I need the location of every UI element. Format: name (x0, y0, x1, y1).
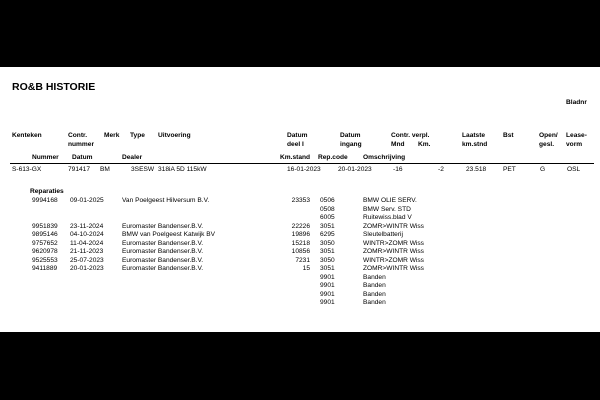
repair-code: 3050 (320, 256, 335, 264)
header-lease: Lease- (566, 132, 587, 139)
repair-dealer: Euromaster Bandenser.B.V. (122, 248, 204, 255)
repair-omschrijving: Banden (363, 282, 386, 289)
repair-code: 9901 (320, 273, 335, 281)
page-number-label: Bladnr (566, 99, 587, 106)
repair-omschrijving: Sleutelbatterij (363, 231, 403, 238)
repair-code: 3050 (320, 239, 335, 247)
repair-datum: 04-10-2024 (70, 231, 104, 238)
header-open: Open/ (539, 132, 558, 139)
repair-code: 3051 (320, 248, 335, 255)
header-contr-nummer: nummer (68, 141, 95, 148)
repair-code: 9901 (320, 290, 335, 298)
repair-omschrijving: BMW Serv. STD (363, 205, 411, 213)
repair-code: 9901 (320, 282, 335, 289)
repair-nummer: 9411889 (32, 265, 58, 272)
repair-dealer: Euromaster Bandenser.B.V. (122, 222, 204, 230)
vehicle-laatste-km: 23.518 (466, 166, 487, 173)
vehicle-bst: PET (503, 166, 516, 173)
repair-omschrijving: WINTR>ZOMR Wiss (363, 256, 424, 264)
header-km: Km. (418, 141, 431, 148)
header-ingang: ingang (340, 141, 362, 148)
header-kenteken: Kenteken (12, 132, 42, 139)
header-rep-code: Rep.code (318, 154, 348, 161)
vehicle-datum-ingang: 20-01-2023 (338, 166, 372, 173)
header-deel-i: deel I (287, 141, 304, 148)
repair-omschrijving: ZOMR>WINTR Wiss (363, 248, 424, 255)
vehicle-uitvoering: 318iA 5D 115kW (158, 166, 207, 173)
repair-datum: 20-01-2023 (70, 265, 104, 272)
repair-omschrijving: WINTR>ZOMR Wiss (363, 239, 424, 247)
repair-kmstand: 15218 (291, 239, 310, 247)
repair-kmstand: 7231 (295, 256, 310, 264)
header-vorm: vorm (566, 141, 583, 148)
vehicle-km: -2 (438, 166, 444, 173)
repair-nummer: 9757652 (32, 239, 58, 247)
repair-kmstand: 19896 (291, 231, 310, 238)
vehicle-type: 3SESW (131, 166, 155, 173)
vehicle-open-gesl: G (540, 166, 546, 173)
repair-code: 6005 (320, 214, 335, 221)
repair-kmstand: 15 (302, 265, 310, 272)
repair-kmstand: 22226 (291, 222, 310, 230)
repair-code: 3051 (320, 265, 335, 272)
header-contr-verpl: Contr. verpl. (391, 132, 430, 139)
vehicle-contract: 791417 (68, 166, 91, 173)
vehicle-merk: BM (100, 166, 110, 173)
repair-dealer: Euromaster Bandenser.B.V. (122, 265, 204, 272)
repair-datum: 09-01-2025 (70, 197, 104, 204)
repair-code: 3051 (320, 222, 335, 230)
repair-omschrijving: ZOMR>WINTR Wiss (363, 265, 424, 272)
repair-datum: 23-11-2024 (70, 222, 104, 230)
header-gesl: gesl. (539, 141, 555, 148)
header-uitvoering: Uitvoering (158, 132, 191, 139)
header-bst: Bst (503, 132, 514, 139)
header-datum-1: Datum (287, 132, 308, 139)
repair-kmstand: 10856 (291, 248, 310, 255)
repair-datum: 11-04-2024 (70, 239, 104, 247)
repair-omschrijving: Banden (363, 299, 386, 306)
repair-dealer: Euromaster Bandenser.B.V. (122, 256, 204, 264)
repair-dealer: Euromaster Bandenser.B.V. (122, 239, 204, 247)
header-merk: Merk (104, 132, 120, 139)
repair-code: 0508 (320, 205, 335, 213)
vehicle-mnd: -16 (393, 166, 403, 173)
repair-code: 6295 (320, 231, 335, 238)
header-datum-2: Datum (340, 132, 361, 139)
repair-omschrijving: Ruitewiss.blad V (363, 214, 412, 221)
header-repair-datum: Datum (72, 154, 93, 161)
repair-nummer: 9994168 (32, 197, 58, 204)
repair-omschrijving: Banden (363, 290, 386, 298)
document-page (0, 67, 600, 332)
repair-dealer: BMW van Poelgeest Katwijk BV (122, 231, 216, 238)
header-type: Type (130, 132, 145, 139)
repair-omschrijving: Banden (363, 273, 386, 281)
header-km-stnd: km.stnd (462, 141, 488, 148)
header-laatste: Laatste (462, 132, 486, 139)
header-mnd: Mnd (391, 141, 405, 148)
header-km-stand: Km.stand (280, 154, 311, 161)
vehicle-datum-deel-i: 16-01-2023 (287, 166, 321, 173)
repair-code: 0506 (320, 197, 335, 204)
repair-nummer: 9525553 (32, 256, 58, 264)
header-divider (10, 163, 594, 164)
vehicle-kenteken: S-613-GX (12, 166, 42, 173)
repair-nummer: 9620978 (32, 248, 58, 255)
repair-kmstand: 23353 (291, 197, 310, 204)
repair-omschrijving: ZOMR>WINTR Wiss (363, 222, 424, 230)
header-repair-nummer: Nummer (32, 154, 59, 161)
repair-dealer: Van Poelgeest Hilversum B.V. (122, 197, 210, 204)
repair-code: 9901 (320, 299, 335, 306)
header-omschrijving: Omschrijving (363, 154, 406, 161)
repair-datum: 21-11-2023 (70, 248, 104, 255)
vehicle-lease-vorm: OSL (567, 166, 581, 173)
page-title: RO&B HISTORIE (12, 81, 96, 93)
repair-nummer: 9951839 (32, 222, 58, 230)
header-dealer: Dealer (122, 154, 143, 161)
reparaties-heading: Reparaties (30, 188, 64, 195)
repair-nummer: 9895146 (32, 231, 58, 238)
repair-datum: 25-07-2023 (70, 256, 104, 264)
header-contr: Contr. (68, 132, 88, 139)
repair-omschrijving: BMW OLIE SERV. (363, 197, 417, 204)
